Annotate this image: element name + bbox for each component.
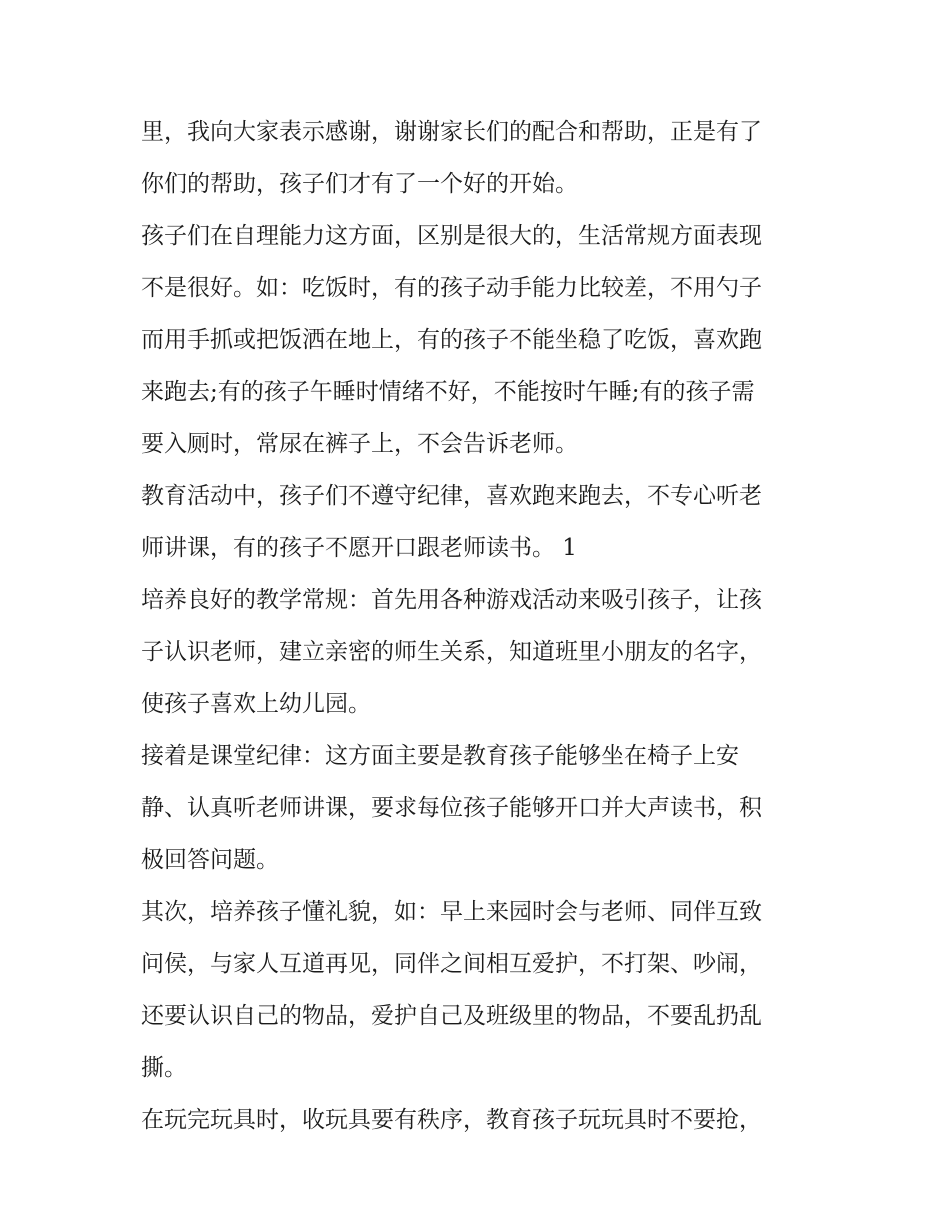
text-line: 还要认识自己的物品，爱护自己及班级里的物品，不要乱扔乱 (141, 1003, 762, 1029)
paragraph-teaching-routine (141, 574, 813, 730)
text-line: 你们的帮助，孩子们才有了一个好的开始。 (141, 171, 578, 197)
text-line: 培养良好的教学常规：首先用各种游戏活动来吸引孩子，让孩 (141, 587, 762, 613)
text-line: 接着是课堂纪律：这方面主要是教育孩子能够坐在椅子上安 (141, 743, 739, 769)
paragraph-manners (141, 886, 813, 1094)
text-line: 其次，培养孩子懂礼貌，如：早上来园时会与老师、同伴互致 (141, 899, 762, 925)
paragraph-self-care (141, 210, 813, 470)
text-line: 极回答问题。 (141, 847, 279, 873)
paragraph-toys (141, 1094, 813, 1146)
text-line: 来跑去;有的孩子午睡时情绪不好，不能按时午睡;有的孩子需 (141, 379, 755, 405)
text-line: 里，我向大家表示感谢，谢谢家长们的配合和帮助，正是有了 (141, 119, 762, 145)
text-line: 不是很好。如：吃饭时，有的孩子动手能力比较差，不用勺子 (141, 275, 762, 301)
text-line: 子认识老师，建立亲密的师生关系，知道班里小朋友的名字， (141, 639, 762, 665)
paragraph-thanks (141, 106, 813, 210)
text-line: 教育活动中，孩子们不遵守纪律，喜欢跑来跑去，不专心听老 (141, 483, 762, 509)
text-line: 要入厕时，常尿在裤子上，不会告诉老师。 (141, 431, 578, 457)
text-line: 使孩子喜欢上幼儿园。 (141, 691, 371, 717)
text-line: 而用手抓或把饭洒在地上，有的孩子不能坐稳了吃饭，喜欢跑 (141, 327, 762, 353)
paragraph-discipline (141, 470, 813, 574)
text-line: 师讲课，有的孩子不愿开口跟老师读书。 1 (141, 535, 577, 561)
text-line: 在玩完玩具时，收玩具要有秩序，教育孩子玩玩具时不要抢， (141, 1107, 762, 1133)
text-line: 问侯，与家人互道再见，同伴之间相互爱护，不打架、吵闹， (141, 951, 762, 977)
text-line: 撕。 (141, 1055, 187, 1081)
text-line: 静、认真听老师讲课，要求每位孩子能够开口并大声读书，积 (141, 795, 762, 821)
paragraph-classroom-discipline (141, 730, 813, 886)
document-body (141, 106, 813, 1146)
text-line: 孩子们在自理能力这方面，区别是很大的，生活常规方面表现 (141, 223, 762, 249)
